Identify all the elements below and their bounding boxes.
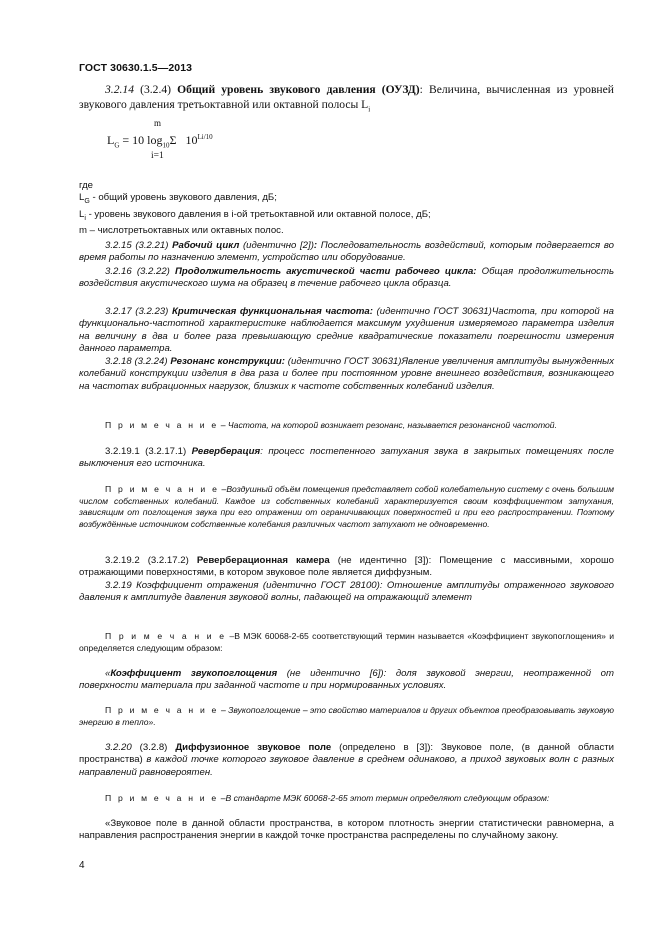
note-label: П р и м е ч а н и е	[105, 631, 227, 641]
clause-definition: (определено в [3]): Звуковое поле, (в данной области пространства)	[79, 742, 614, 766]
formula-lhs-subscript: G	[114, 141, 120, 150]
document-header: ГОСТ 30630.1.5—2013	[79, 62, 193, 74]
clause-definition-italic: в каждой точке которого звуковое давление в среднем одинаково, а приход звуковых волн с разных направлений равновероятен.	[79, 754, 614, 778]
clause-term: Продолжительность акустической части рабочего цикла:	[175, 266, 477, 277]
note-text: – Частота, на которой возникает резонанс, называется резонансной частотой.	[218, 420, 557, 430]
note-text: – Звукопоглощение – это свойство материалов и других объектов преобразовывать звуковую энергию в тепло».	[79, 705, 614, 727]
clause-ref: (идентично ГОСТ 30631)	[284, 356, 402, 367]
formula-lhs: L	[107, 133, 115, 147]
note-text: –В МЭК 60068-2-65 соответствующий термин называется «Коэффициент звукопоглощения» и определяется следующим образом:	[79, 631, 614, 653]
clause-definition: Коэффициент отражения (идентично ГОСТ 28100): Отношение амплитуды отраженного звукового давления к амплитуде давления звуковой волны, падающей на отражающий элемент	[79, 580, 614, 604]
clause-number: 3.2.18 (3.2.24)	[105, 356, 171, 367]
formula-sigma: Σ	[169, 133, 177, 147]
clause-ref: (3.2.4)	[133, 83, 178, 96]
where-block	[79, 180, 614, 237]
definition-subscript: i	[368, 105, 371, 114]
clause-term: Критическая функциональная частота:	[171, 306, 373, 317]
clause-term: Резонанс конструкции:	[170, 356, 285, 367]
symbol: L	[79, 208, 85, 220]
note-2	[79, 484, 614, 530]
clause-term: Общий уровень звукового давления (ОУЗД)	[177, 83, 420, 96]
note-3	[79, 631, 614, 654]
quote-2: «Звуковое поле в данной области пространства, в котором плотность энергии статистически равномерна, а направления распространения энергии в каждой точке пространства распределены по случайному закону.	[79, 818, 614, 842]
formula-main	[107, 133, 213, 149]
clause-ref: (3.2.8)	[139, 742, 176, 753]
formula-log-base: 10	[162, 141, 170, 150]
clause-3-2-17	[79, 306, 614, 355]
quote-term: Коэффициент звукопоглощения	[110, 668, 278, 679]
formula-upper-limit: m	[154, 118, 162, 128]
note-text: –Воздушный объём помещения представляет собой колебательную систему с очень большим числом собственных колебаний. Каждое из собственных колебаний характеризуется своим коэффициентом затухания, зависящим от поглощения звука при его отражении от ограничивающих поверхностей и при его распространении. Поэтому возбуждённые источником собственные колебания различных частот затухают не одновременно.	[79, 484, 614, 529]
where-line-3: m – числотретьоктавных или октавных полос.	[79, 224, 284, 236]
formula	[107, 118, 307, 168]
quote-definition: (не идентично [6]): доля звуковой энергии, неотраженной от поверхности материала при заданной частоте и при нормированных условиях.	[79, 668, 614, 692]
clause-definition: Последовательность воздействий, которым подвергается во время работы по назначению элемент, устройство или оборудование.	[79, 240, 614, 264]
where-line-2	[79, 209, 614, 225]
clause-colon: :	[313, 240, 318, 251]
page-number: 4	[79, 860, 85, 871]
note-label: П р и м е ч а н и е	[105, 793, 219, 803]
clause-number: 3.2.19.2 (3.2.17.2)	[105, 555, 197, 566]
quote-open: «	[105, 668, 111, 679]
clause-ref: (идентично ГОСТ 30631)	[372, 306, 492, 317]
clause-3-2-15	[79, 240, 614, 265]
note-5	[79, 793, 614, 805]
where-text: - общий уровень звукового давления, дБ;	[89, 192, 277, 204]
clause-definition: Явление увеличения амплитуды вынужденных колебаний конструкции изделия в два раза и более при постоянном уровне внешнего воздействия, возникающего на частотах вибрационных нагрузок, близких к частоте собственных колебаний изделия.	[79, 356, 614, 392]
note-label: П р и м е ч а н и е	[105, 705, 219, 715]
formula-exponent: Li/10	[197, 133, 213, 141]
clause-term: Реверберационная камера	[196, 555, 330, 566]
where-line-1	[79, 192, 614, 208]
clause-3-2-19-2	[79, 555, 614, 580]
clause-3-2-20	[79, 742, 614, 779]
clause-definition: Частота, при которой на функционально-частотной характеристике наблюдается максимум ухудшения измеряемого параметра изделия на величину в два и более раза превышающую средние квадратические показатели погрешности измерения данного параметра.	[79, 306, 614, 354]
clause-term: Реверберация	[191, 446, 261, 457]
formula-lower-limit: i=1	[151, 151, 164, 161]
quote-1	[79, 668, 614, 693]
clause-term: Диффузионное звуковое поле	[175, 742, 332, 753]
note-4	[79, 705, 614, 728]
clause-number: 3.2.16 (3.2.22)	[105, 266, 176, 277]
symbol: L	[79, 192, 85, 204]
clause-number: 3.2.19	[105, 580, 137, 591]
clause-number: 3.2.17 (3.2.23)	[105, 306, 172, 317]
where-label: где	[79, 180, 94, 191]
clause-definition: (не идентично [3]): Помещение с массивными, хорошо отражающими поверхностями, в котором звуковое поле является диффузным.	[79, 555, 615, 579]
note-text: –В стандарте МЭК 60068-2-65 этот термин определяют следующим образом:	[218, 793, 550, 803]
note-1	[79, 420, 614, 432]
note-label: П р и м е ч а н и е	[105, 484, 220, 494]
formula-eq: = 10 log	[119, 133, 163, 147]
clause-number: 3.2.20	[105, 742, 140, 753]
clause-number: 3.2.14	[105, 83, 134, 96]
where-text: - уровень звукового давления в i-ой третьоктавной или октавной полосе, дБ;	[85, 208, 431, 220]
clause-definition: : Величина, вычисленная из уровней звукового давления третьоктавной или октавной полосы L	[79, 83, 614, 111]
clause-3-2-14	[79, 82, 614, 117]
clause-3-2-19	[79, 580, 614, 605]
symbol-subscript: i	[84, 214, 86, 222]
note-label: П р и м е ч а н и е	[105, 420, 219, 430]
symbol-subscript: G	[84, 198, 90, 206]
clause-3-2-18	[79, 356, 614, 393]
clause-number: 3.2.15 (3.2.21)	[105, 240, 173, 251]
clause-3-2-16	[79, 266, 614, 291]
clause-3-2-19-1	[79, 446, 614, 471]
clause-term: Рабочий цикл	[172, 240, 240, 251]
clause-number: 3.2.19.1 (3.2.17.1)	[105, 446, 192, 457]
formula-term: 10	[185, 133, 198, 147]
clause-definition: : процесс постепенного затухания звука в закрытых помещениях после выключения его источника.	[79, 446, 614, 470]
clause-ref: (идентично [2])	[239, 240, 314, 251]
clause-definition: Общая продолжительность воздействия акустического шума на образец в течение рабочего цикла образца.	[79, 266, 614, 290]
